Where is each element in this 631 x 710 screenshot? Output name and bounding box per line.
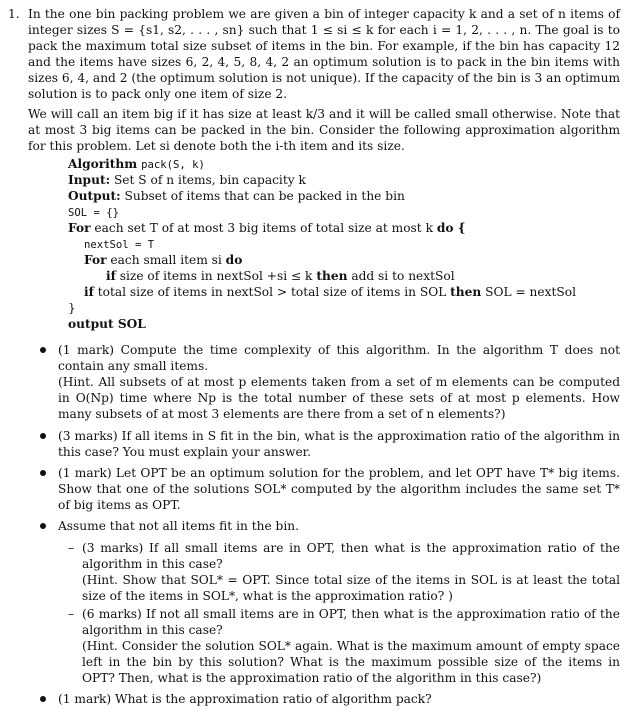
- sub-question-text: (3 marks) If all small items are in OPT, then what is the approximation ratio of the algorithm in this case? (Hint. Show that SOL* = OPT. Since total size of the items in SOL is at least the total size of the items in SOL*, what is the approximation ratio? ): [82, 541, 620, 604]
- for-text: each set T of at most 3 big items of total size at most k: [94, 221, 433, 235]
- close-brace: }: [68, 301, 76, 315]
- for2-text: each small item si: [110, 253, 222, 267]
- inner-for-line: [68, 252, 608, 268]
- do2-keyword: do: [225, 253, 243, 267]
- then1-keyword: then: [316, 269, 348, 283]
- if1-keyword: if: [106, 269, 116, 283]
- sub-question-hint: (Hint. Consider the solution SOL* again. What is the maximum amount of empty space left in the bin by this solution? What is the maximum possible size of the items in OPT? Then, what is the approximation ratio of the algorithm in this case?): [82, 639, 620, 686]
- if1-line: [68, 268, 608, 284]
- question-text: (3 marks) If all items in S fit in the bin, what is the approximation ratio of the algorithm in this case? You must explain your answer.: [58, 429, 620, 460]
- problem-number: 1.: [8, 7, 20, 21]
- if2-keyword: if: [84, 285, 94, 299]
- if1-action: add si to nextSol: [351, 269, 455, 283]
- bullet-icon: [40, 523, 46, 529]
- problem-definitions: We will call an item big if it has size at least k/3 and it will be called small otherwise. Note that at most 3 big items can be packed in the bin. Consider the following approximation algorithm for this problem. Let si denote both the i-th item and its size.: [28, 107, 620, 154]
- algorithm-output: [68, 188, 608, 204]
- algorithm-keyword: Algorithm: [68, 157, 138, 171]
- bullet-icon: [40, 696, 46, 702]
- for-keyword: For: [68, 221, 91, 235]
- question-text: (1 mark) Let OPT be an optimum solution for the problem, and let OPT have T* big items. Show that one of the solutions SOL* computed by the algorithm includes the same set T* of big items as OPT.: [58, 466, 620, 513]
- output-sol-line: [68, 316, 608, 332]
- algorithm-name: pack(S, k): [141, 159, 205, 171]
- input-text: Set S of n items, bin capacity k: [113, 173, 306, 187]
- then2-keyword: then: [450, 285, 482, 299]
- question-text: (1 mark) What is the approximation ratio of algorithm pack?: [58, 692, 432, 706]
- dash-icon: –: [68, 541, 75, 555]
- sol-init: SOL = {}: [68, 207, 120, 219]
- bullet-icon: [40, 470, 46, 476]
- output-sol: output SOL: [68, 317, 146, 331]
- for2-keyword: For: [84, 253, 107, 267]
- outer-for-line: [68, 220, 608, 236]
- next-init: nextSol = T: [84, 239, 155, 251]
- if2-action: SOL = nextSol: [485, 285, 576, 299]
- if2-text: total size of items in nextSol > total size of items in SOL: [97, 285, 447, 299]
- bullet-icon: [40, 433, 46, 439]
- bullet-icon: [40, 347, 46, 353]
- input-keyword: Input:: [68, 173, 111, 187]
- sub-question-text: (6 marks) If not all small items are in OPT, then what is the approximation ratio of the algorithm in this case? (Hint. Consider the solution SOL* again. What is the maximum amount of empty space left in the bin by this solution? What is the maximum possible size of the items in OPT? Then, what is the approximation ratio of the algorithm in this case?): [82, 607, 620, 686]
- algorithm-header: [68, 156, 608, 172]
- algorithm-block: [68, 156, 608, 332]
- question-text: Assume that not all items fit in the bin.: [58, 519, 299, 533]
- sub-question-hint: (Hint. Show that SOL* = OPT. Since total size of the items in SOL is at least the total size of the items in SOL*, what is the approximation ratio? ): [82, 573, 620, 604]
- question-hint: (Hint. All subsets of at most p elements taken from a set of m elements can be computed in O(Np) time where Np is the total number of these sets of at most p elements. How many subsets of at most 3 elements are there from a set of n elements?): [58, 375, 620, 422]
- if1-text: size of items in nextSol +si ≤ k: [119, 269, 313, 283]
- do-brace: do {: [436, 221, 466, 235]
- output-keyword: Output:: [68, 189, 121, 203]
- dash-icon: –: [68, 607, 75, 621]
- problem-intro: In the one bin packing problem we are given a bin of integer capacity k and a set of n items of integer sizes S = {s1, s2, . . . , sn} such that 1 ≤ si ≤ k for each i = 1, 2, . . . , n. The goal is to pack the maximum total size subset of items in the bin. For example, if the bin has capacity 12 and the items have sizes 6, 2, 4, 5, 8, 4, 2 an optimum solution is to pack in the bin items with sizes 6, 4, and 2 (the optimum solution is not unique). If the capacity of the bin is 3 an optimum solution is to pack only one item of size 2.: [28, 7, 620, 102]
- sol-init-line: [68, 204, 608, 220]
- next-init-line: [68, 236, 608, 252]
- question-text: (1 mark) Compute the time complexity of this algorithm. In the algorithm T does not contain any small items. (Hint. All subsets of at most p elements taken from a set of m elements can be computed in O(Np) time where Np is the total number of these sets of at most p elements. How many subsets of at most 3 elements are there from a set of n elements?): [58, 343, 620, 422]
- if2-line: [68, 284, 608, 300]
- algorithm-input: [68, 172, 608, 188]
- output-text: Subset of items that can be packed in the bin: [124, 189, 405, 203]
- close-brace-line: [68, 300, 608, 316]
